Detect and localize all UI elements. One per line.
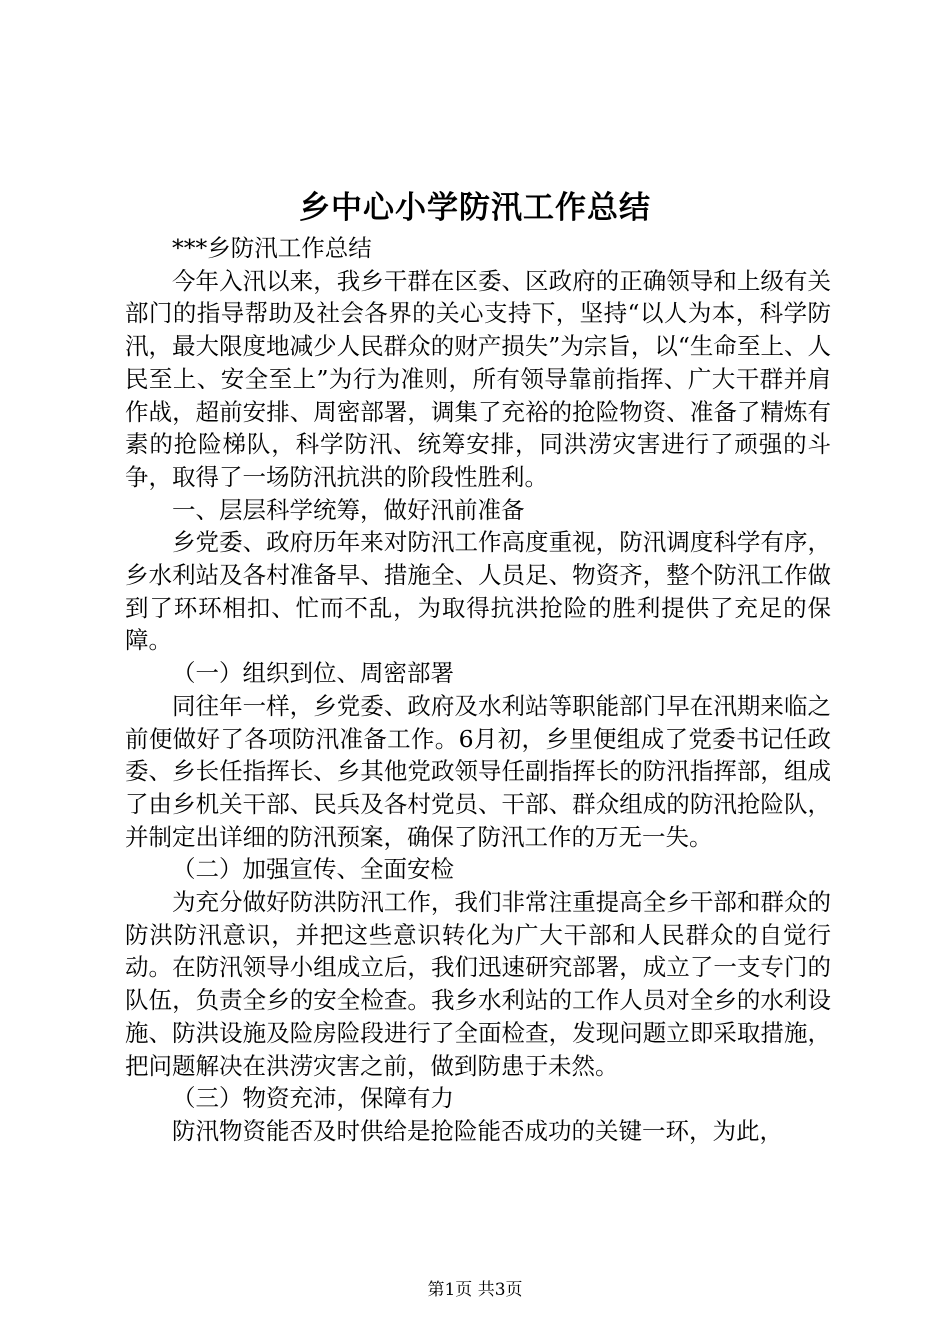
section-heading-1: 一、层层科学统筹，做好汛前准备 xyxy=(172,495,525,524)
subsection-heading-2: （二）加强宣传、全面安检 xyxy=(172,855,454,884)
page-footer: 第1页 共3页 xyxy=(427,1280,523,1300)
subsection-heading-3: （三）物资充沛，保障有力 xyxy=(172,1084,454,1113)
body-paragraph: 防汛物资能否及时供给是抢险能否成功的关键一环，为此， xyxy=(172,1116,783,1145)
body-paragraph: 为充分做好防洪防汛工作，我们非常注重提高全乡干部和群众的防洪防汛意识，并把这些意识转化为广大干部和人民群众的自觉行动。在防汛领导小组成立后，我们迅速研究部署，成立了一支专门的队伍，负责全乡的安全检查。我乡水利站的工作人员对全乡的水利设施、防洪设施及险房险段进行了全面检查，发现问题立即采取措施，把问题解决在洪涝灾害之前，做到防患于未然。 xyxy=(125,888,831,1080)
body-paragraph: 乡党委、政府历年来对防汛工作高度重视，防汛调度科学有序，乡水利站及各村准备早、措施全、人员足、物资齐，整个防汛工作做到了环环相扣、忙而不乱，为取得抗洪抢险的胜利提供了充足的保障。 xyxy=(125,528,831,655)
subsection-heading-1: （一）组织到位、周密部署 xyxy=(172,659,454,688)
document-title: 乡中心小学防汛工作总结 xyxy=(299,190,651,226)
document-body xyxy=(125,232,831,1148)
body-paragraph: 同往年一样，乡党委、政府及水利站等职能部门早在汛期来临之前便做好了各项防汛准备工作。6月初，乡里便组成了党委书记任政委、乡长任指挥长、乡其他党政领导任副指挥长的防汛指挥部，组成了由乡机关干部、民兵及各村党员、干部、群众组成的防汛抢险队，并制定出详细的防汛预案，确保了防汛工作的万无一失。 xyxy=(125,691,831,851)
subtitle-paragraph: ***乡防汛工作总结 xyxy=(172,234,372,262)
intro-paragraph: 今年入汛以来，我乡干群在区委、区政府的正确领导和上级有关部门的指导帮助及社会各界的关心支持下，坚持“以人为本，科学防汛，最大限度地减少人民群众的财产损失”为宗旨，以“生命至上、人民至上、安全至上”为行为准则，所有领导靠前指挥、广大干群并肩作战，超前安排、周密部署，调集了充裕的抢险物资、准备了精炼有素的抢险梯队，科学防汛、统筹安排，同洪涝灾害进行了顽强的斗争，取得了一场防汛抗洪的阶段性胜利。 xyxy=(125,266,831,491)
